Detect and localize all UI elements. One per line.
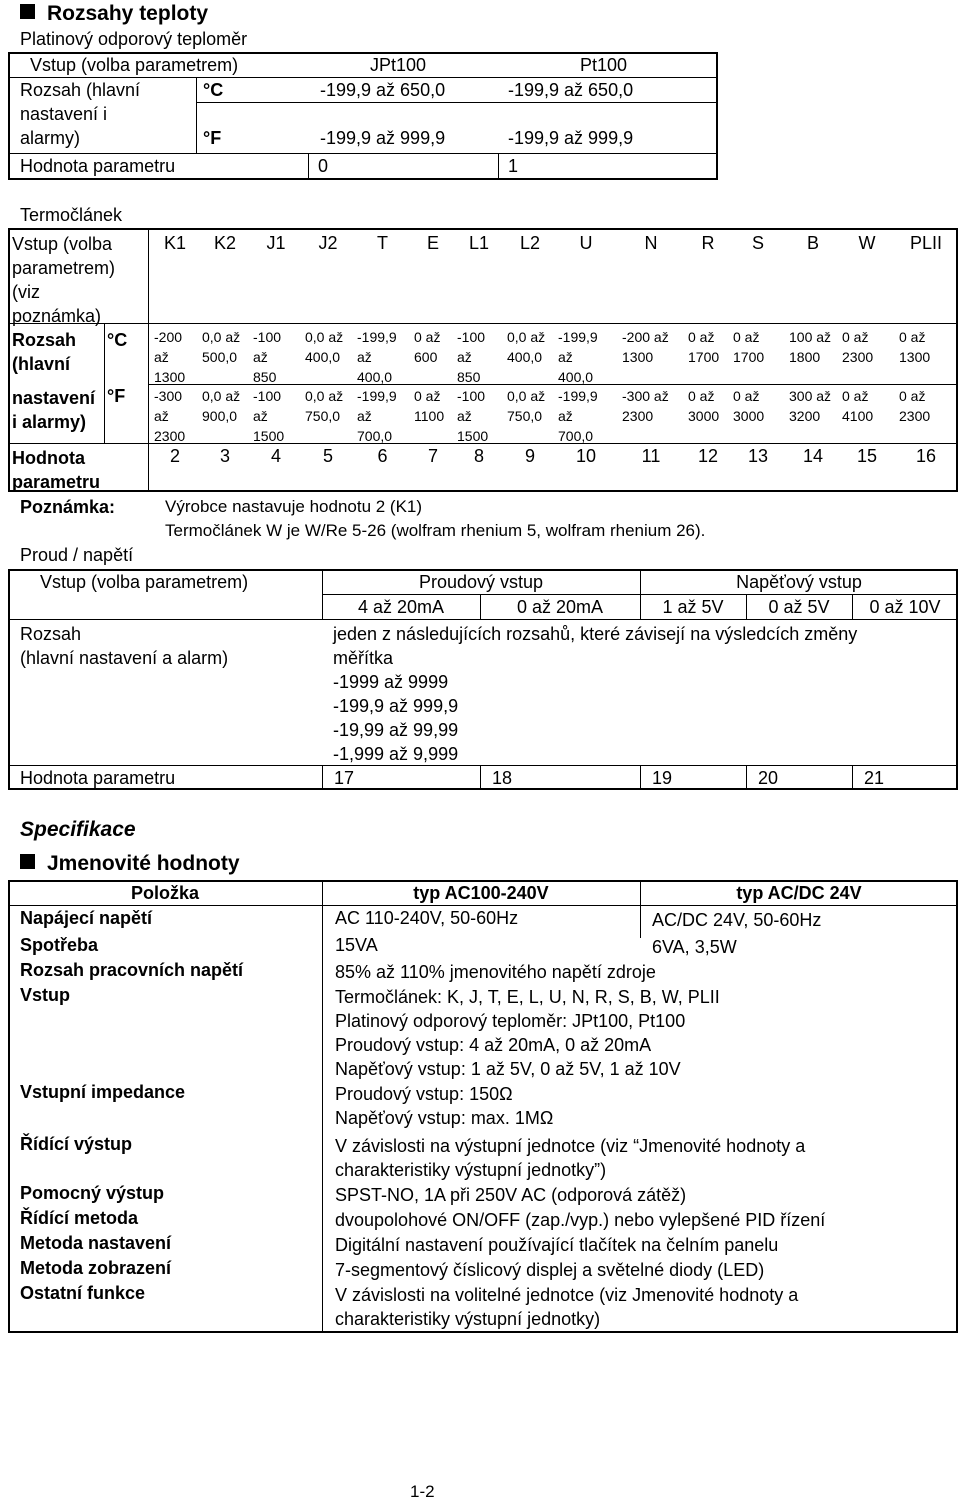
spec-row-label: Vstupní impedance: [20, 1082, 186, 1102]
thermocouple-c-range: 0,0 až 500,0: [202, 329, 241, 365]
platinum-input-label: Vstup (volba parametrem): [30, 55, 239, 75]
spec-row-value: dvoupolohové ON/OFF (zap./vyp.) nebo vylepšené PID řízení: [335, 1210, 826, 1230]
note-label: Poznámka:: [20, 497, 116, 517]
thermocouple-param-value: 14: [802, 446, 824, 466]
thermocouple-param-value: 8: [473, 446, 484, 466]
spec-row-value: Proudový vstup: 150Ω Napěťový vstup: max. 1MΩ: [335, 1084, 554, 1128]
thermocouple-type-b: B: [806, 233, 819, 253]
thermocouple-param-label: Hodnota parametru: [12, 448, 101, 492]
spec-row-label: Řídící výstup: [20, 1134, 133, 1154]
spec-row-label: Ostatní funkce: [20, 1283, 146, 1303]
thermocouple-type-plii: PLII: [909, 233, 943, 253]
thermocouple-c-range: 100 až 1800: [789, 329, 832, 365]
spec-row-value: 85% až 110% jmenovitého napětí zdroje: [335, 962, 656, 982]
thermocouple-param-value: 12: [697, 446, 719, 466]
spec-row-label: Metoda zobrazení: [20, 1258, 172, 1278]
thermocouple-param-value: 2: [169, 446, 180, 466]
spec-subtitle-text: Jmenovité hodnoty: [47, 852, 240, 875]
thermocouple-f-range: 300 až 3200: [789, 388, 832, 424]
thermocouple-c-range: 0 až 1300: [899, 329, 931, 365]
thermocouple-param-value: 3: [219, 446, 230, 466]
note-line-1: Výrobce nastavuje hodnotu 2 (K1): [165, 497, 423, 516]
thermocouple-param-value: 9: [524, 446, 535, 466]
thermocouple-type-t: T: [377, 233, 388, 253]
thermocouple-type-u: U: [579, 233, 593, 253]
thermocouple-type-e: E: [426, 233, 439, 253]
thermocouple-c-range: 0,0 až 400,0: [507, 329, 546, 365]
current-voltage-param: 18: [492, 768, 513, 788]
platinum-unit-f: °F: [203, 128, 222, 148]
thermocouple-type-k1: K1: [163, 233, 187, 253]
current-voltage-param: 17: [334, 768, 355, 788]
thermocouple-f-range: -100 až 1500: [253, 388, 285, 444]
thermocouple-param-value: 15: [856, 446, 878, 466]
thermocouple-input-label: Vstup (volba parametrem) (viz poznámka): [12, 234, 116, 326]
current-title: Proud / napětí: [20, 545, 134, 565]
spec-row-label: Napájecí napětí: [20, 908, 153, 928]
spec-row-value: Digitální nastavení používající tlačítek na čelním panelu: [335, 1235, 779, 1255]
spec-col-item: Položka: [130, 883, 200, 903]
platinum-f-jpt: -199,9 až 999,9: [320, 128, 446, 148]
current-voltage-col: 0 až 10V: [869, 597, 941, 617]
thermocouple-type-l2: L2: [519, 233, 541, 253]
current-voltage-param: 19: [652, 768, 673, 788]
spec-row-acdc: AC/DC 24V, 50-60Hz: [652, 910, 822, 930]
thermocouple-c-range: 0,0 až 400,0: [305, 329, 344, 365]
note-line-2: Termočlánek W je W/Re 5-26 (wolfram rhenium 5, wolfram rhenium 26).: [165, 521, 706, 540]
platinum-param-jpt: 0: [318, 156, 329, 176]
thermocouple-c-range: -100 až 850: [457, 329, 486, 385]
platinum-f-pt: -199,9 až 999,9: [508, 128, 634, 148]
ranges-title-text: Rozsahy teploty: [47, 2, 209, 25]
platinum-col-jpt100: JPt100: [370, 55, 427, 75]
platinum-title: Platinový odporový teploměr: [20, 29, 248, 49]
thermocouple-type-r: R: [701, 233, 715, 253]
spec-row-ac: AC 110-240V, 50-60Hz: [335, 908, 519, 928]
thermocouple-f-range: -199,9 až 700,0: [558, 388, 598, 444]
spec-row-value: Termočlánek: K, J, T, E, L, U, N, R, S, B, W, PLII Platinový odporový teploměr: JPt100, Pt100 Proudový vstup: 4 až 20mA, 0 až 20mA Napěťový vstup: 1 až 5V, 0 až 5V, 1 až 10V: [335, 987, 720, 1079]
thermocouple-type-j2: J2: [318, 233, 338, 253]
thermocouple-unit-f: °F: [107, 386, 126, 406]
thermocouple-type-s: S: [751, 233, 764, 253]
thermocouple-type-w: W: [858, 233, 876, 253]
current-header: Proudový vstup: [418, 572, 544, 592]
thermocouple-f-range: 0 až 3000: [733, 388, 765, 424]
platinum-range-label-1: Rozsah (hlavní: [20, 80, 141, 100]
spec-row-value: V závislosti na výstupní jednotce (viz “Jmenovité hodnoty a charakteristiky výstupní jednotky”): [335, 1136, 806, 1180]
thermocouple-c-range: 0 až 1700: [733, 329, 765, 365]
thermocouple-param-value: 16: [915, 446, 937, 466]
thermocouple-range-label-1: Rozsah (hlavní: [12, 330, 77, 374]
current-voltage-param: 20: [758, 768, 779, 788]
thermocouple-f-range: 0 až 1100: [414, 388, 445, 424]
platinum-range-label-3: alarmy): [20, 128, 81, 148]
platinum-param-pt: 1: [508, 156, 519, 176]
thermocouple-title: Termočlánek: [20, 205, 123, 225]
thermocouple-range-label-2: nastavení i alarmy): [12, 388, 96, 432]
spec-subtitle: [20, 852, 240, 876]
thermocouple-unit-c: °C: [107, 330, 128, 350]
thermocouple-f-range: -300 až 2300: [622, 388, 669, 424]
page-number: 1-2: [410, 1482, 435, 1501]
thermocouple-type-l1: L1: [468, 233, 490, 253]
spec-row-label: Pomocný výstup: [20, 1183, 165, 1203]
spec-row-label: Vstup: [20, 985, 71, 1005]
thermocouple-param-value: 4: [270, 446, 281, 466]
thermocouple-param-value: 7: [427, 446, 438, 466]
thermocouple-c-range: -200 až 1300: [622, 329, 669, 365]
spec-row-value: V závislosti na volitelné jednotce (viz Jmenovité hodnoty a charakteristiky výstupní jednotky): [335, 1285, 799, 1329]
thermocouple-f-range: -199,9 až 700,0: [357, 388, 397, 444]
thermocouple-f-range: -100 až 1500: [457, 388, 489, 444]
current-voltage-col: 0 až 20mA: [516, 597, 604, 617]
thermocouple-c-range: -199,9 až 400,0: [558, 329, 598, 385]
spec-row-label: Spotřeba: [20, 935, 99, 955]
square-bullet-icon: [20, 854, 35, 869]
thermocouple-c-range: 0 až 2300: [842, 329, 874, 365]
current-voltage-col: 4 až 20mA: [357, 597, 445, 617]
thermocouple-f-range: 0 až 2300: [899, 388, 931, 424]
thermocouple-c-range: -200 až 1300: [154, 329, 186, 385]
voltage-header: Napěťový vstup: [736, 572, 862, 592]
thermocouple-f-range: 0,0 až 750,0: [507, 388, 546, 424]
current-input-label: Vstup (volba parametrem): [40, 572, 249, 592]
current-range-text: jeden z následujících rozsahů, které závisejí na výsledcích změny měřítka -1999 až 9999 -199,9 až 999,9 -19,99 až 99,99 -1,999 až 9,999: [333, 624, 858, 764]
spec-row-value: SPST-NO, 1A při 250V AC (odporová zátěž): [335, 1185, 687, 1205]
spec-col-acdc: typ AC/DC 24V: [736, 883, 862, 903]
thermocouple-param-value: 13: [747, 446, 769, 466]
thermocouple-f-range: 0 až 4100: [842, 388, 874, 424]
current-voltage-col: 0 až 5V: [768, 597, 830, 617]
platinum-c-jpt: -199,9 až 650,0: [320, 80, 446, 100]
spec-row-label: Rozsah pracovních napětí: [20, 960, 244, 980]
thermocouple-c-range: -100 až 850: [253, 329, 282, 385]
spec-col-ac: typ AC100-240V: [413, 883, 549, 903]
platinum-range-label-2: nastavení i: [20, 104, 108, 124]
thermocouple-c-range: -199,9 až 400,0: [357, 329, 397, 385]
thermocouple-type-k2: K2: [213, 233, 237, 253]
platinum-param-label: Hodnota parametru: [20, 156, 176, 176]
thermocouple-type-j1: J1: [266, 233, 286, 253]
thermocouple-param-value: 10: [575, 446, 597, 466]
thermocouple-f-range: 0,0 až 900,0: [202, 388, 241, 424]
thermocouple-c-range: 0 až 600: [414, 329, 441, 365]
spec-row-label: Řídící metoda: [20, 1208, 139, 1228]
platinum-c-pt: -199,9 až 650,0: [508, 80, 634, 100]
thermocouple-type-n: N: [644, 233, 658, 253]
spec-row-label: Metoda nastavení: [20, 1233, 172, 1253]
platinum-col-pt100: Pt100: [580, 55, 628, 75]
thermocouple-f-range: 0 až 3000: [688, 388, 720, 424]
current-voltage-param: 21: [864, 768, 885, 788]
current-voltage-col: 1 až 5V: [662, 597, 724, 617]
thermocouple-param-value: 11: [641, 446, 661, 466]
current-range-label: Rozsah (hlavní nastavení a alarm): [20, 624, 229, 668]
current-param-label: Hodnota parametru: [20, 768, 176, 788]
thermocouple-f-range: 0,0 až 750,0: [305, 388, 344, 424]
spec-row-ac: 15VA: [335, 935, 378, 955]
platinum-unit-c: °C: [203, 80, 224, 100]
spec-row-acdc: 6VA, 3,5W: [652, 937, 737, 957]
thermocouple-f-range: -300 až 2300: [154, 388, 186, 444]
section-title-ranges: [20, 2, 208, 26]
square-bullet-icon: [20, 4, 35, 19]
thermocouple-c-range: 0 až 1700: [688, 329, 720, 365]
thermocouple-param-value: 6: [377, 446, 388, 466]
spec-row-value: 7-segmentový číslicový displej a světelné diody (LED): [335, 1260, 765, 1280]
spec-title: Specifikace: [20, 818, 136, 841]
thermocouple-param-value: 5: [322, 446, 333, 466]
